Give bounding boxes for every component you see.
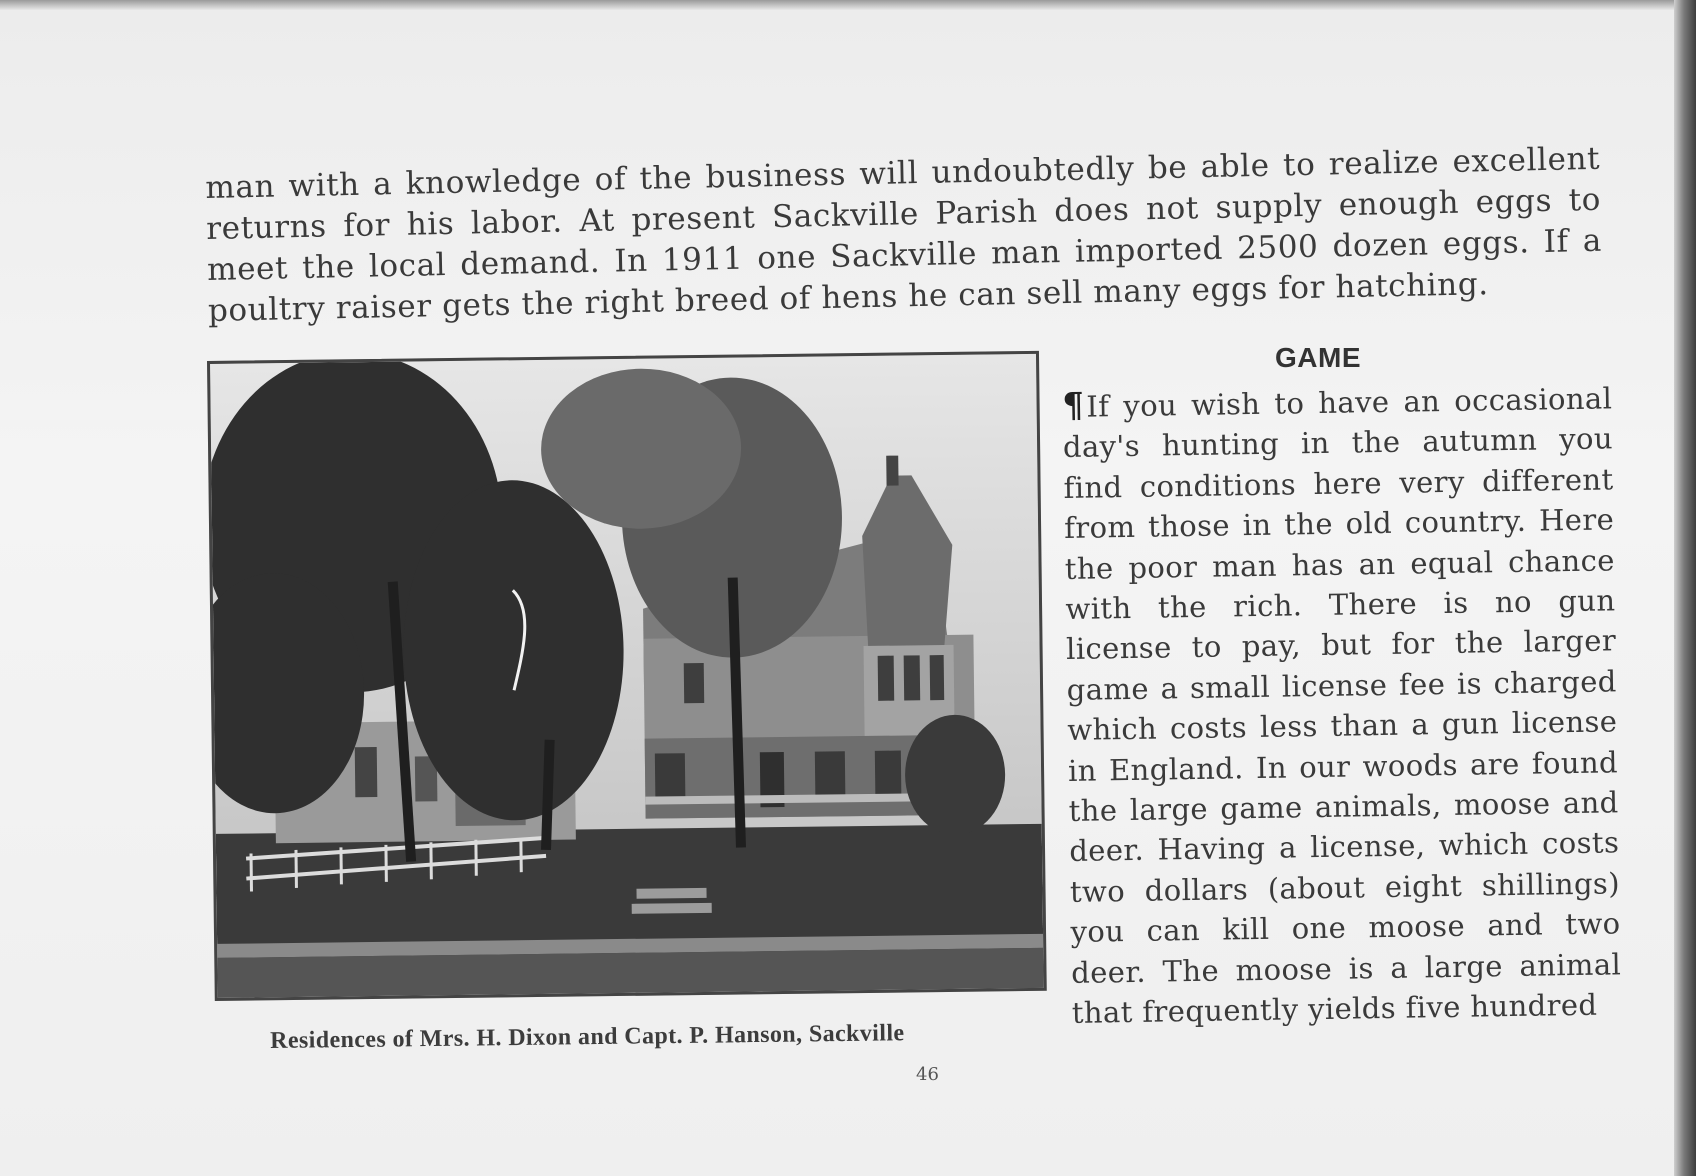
residence-photo-image xyxy=(210,354,1044,998)
photo-caption: Residences of Mrs. H. Dixon and Capt. P. Hanson, Sackville xyxy=(270,1020,905,1054)
page-number: 46 xyxy=(916,1064,939,1085)
section-heading: GAME xyxy=(1275,342,1361,373)
pilcrow-icon: ¶ xyxy=(1062,385,1085,426)
page-top-edge xyxy=(0,0,1696,10)
residence-photograph xyxy=(207,351,1047,1001)
intro-paragraph: man with a knowledge of the business will undoubtedly be able to realize excellent returns for his labor. At present Sackville Parish does not supply enough eggs to meet the local demand. In 1911 one Sackville man imported 2500 dozen eggs. If a poultry raiser gets the right breed of hens he can sell many eggs for hatching. xyxy=(205,140,1603,329)
game-section-text xyxy=(1062,377,1622,1033)
game-section-body: If you wish to have an occasional day's hunting in the autumn you find conditions here very different from those in the old country. Here the poor man has an equal chance with the rich. There is no gun license to pay, but for the larger game a small license fee is charged which costs less than a gun license in England. In our woods are found the large game animals, moose and deer. Having a license, which costs two dollars (about eight shillings) you can kill one moose and two deer. The moose is a large animal that frequently yields five hundred xyxy=(1062,381,1622,1031)
page-binding-edge xyxy=(1674,0,1696,1176)
